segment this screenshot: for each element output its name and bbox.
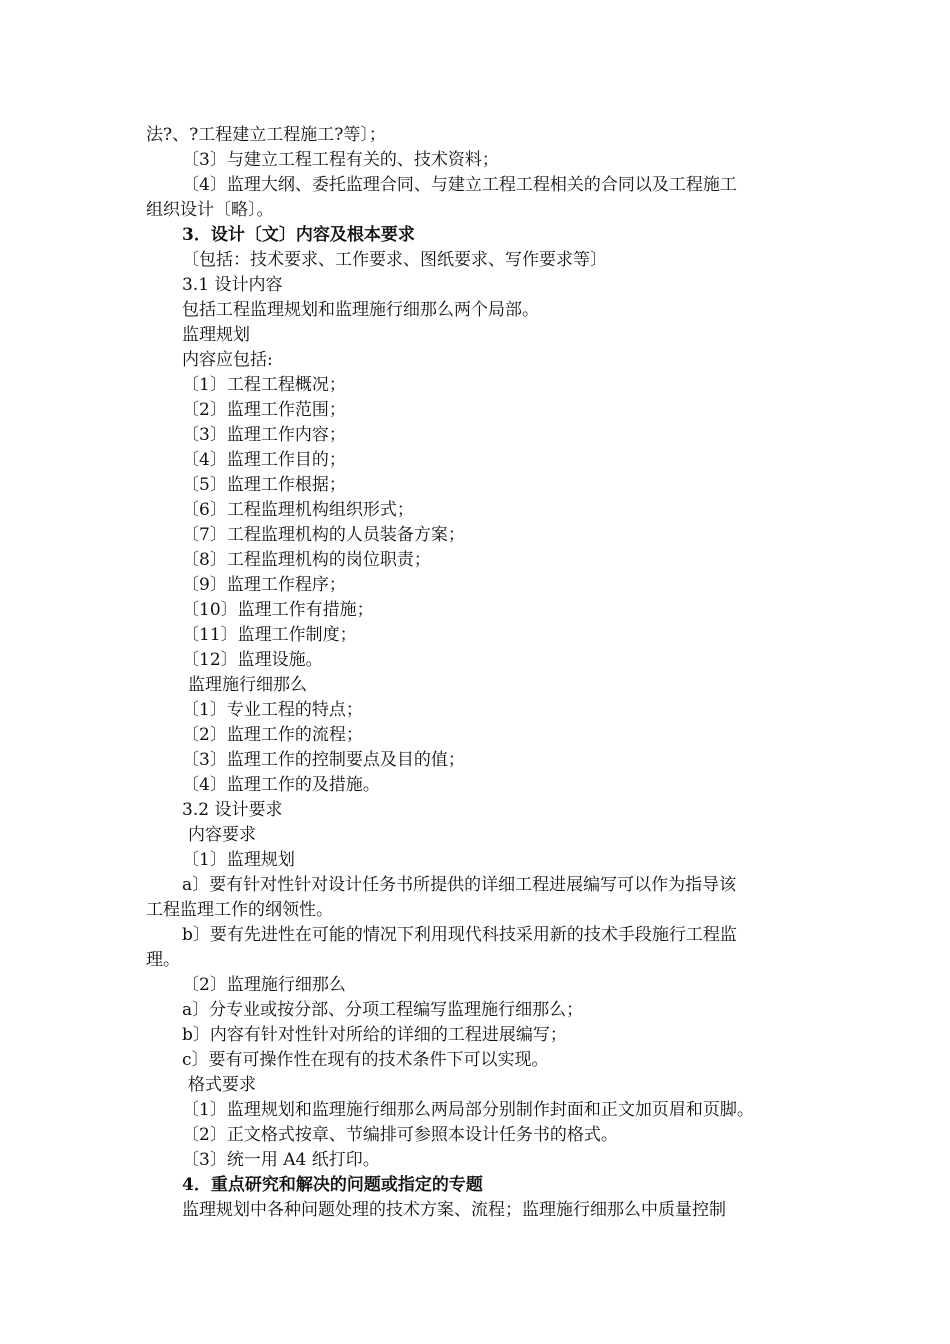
section-3-heading: 3．设计〔文〕内容及根本要求 <box>182 225 415 245</box>
plan-title: 监理规划 <box>182 325 250 345</box>
req-a-line-continuation: 工程监理工作的纲领性。 <box>146 900 333 920</box>
detail-title: 监理施行细那么 <box>188 675 307 695</box>
plan-item: 〔10〕监理工作有措施； <box>182 600 374 620</box>
plan-item: 〔5〕监理工作根据； <box>182 475 346 495</box>
req-plan-label: 〔1〕监理规划 <box>182 850 295 870</box>
req-a-line: a〕要有针对性针对设计任务书所提供的详细工程进展编写可以作为指导该 <box>182 875 737 895</box>
intro-item-4-continuation: 组织设计〔略〕。 <box>146 200 274 220</box>
req-detail-item: c〕要有可操作性在现有的技术条件下可以实现。 <box>182 1050 549 1070</box>
req-detail-label: 〔2〕监理施行细那么 <box>182 975 346 995</box>
section-4-line: 监理规划中各种问题处理的技术方案、流程；监理施行细那么中质量控制 <box>182 1200 726 1220</box>
intro-item-3: 〔3〕与建立工程工程有关的、技术资料； <box>182 150 499 170</box>
plan-item: 〔8〕工程监理机构的岗位职责； <box>182 550 431 570</box>
intro-item-4: 〔4〕监理大纲、委托监理合同、与建立工程工程相关的合同以及工程施工 <box>182 175 737 195</box>
detail-item: 〔1〕专业工程的特点； <box>182 700 363 720</box>
plan-item: 〔12〕监理设施。 <box>182 650 323 670</box>
plan-item: 〔3〕监理工作内容； <box>182 425 346 445</box>
plan-item: 〔6〕工程监理机构组织形式； <box>182 500 414 520</box>
section-4-heading: 4．重点研究和解决的问题或指定的专题 <box>182 1175 483 1195</box>
content-requirements-title: 内容要求 <box>188 825 256 845</box>
section-3-1-title: 3.1 设计内容 <box>182 275 283 295</box>
plan-item: 〔4〕监理工作目的； <box>182 450 346 470</box>
detail-item: 〔2〕监理工作的流程； <box>182 725 363 745</box>
req-b-line: b〕要有先进性在可能的情况下利用现代科技采用新的技术手段施行工程监 <box>182 925 737 945</box>
plan-item: 〔1〕工程工程概况； <box>182 375 346 395</box>
plan-item: 〔9〕监理工作程序； <box>182 575 346 595</box>
plan-item: 〔7〕工程监理机构的人员装备方案； <box>182 525 465 545</box>
req-detail-item: a〕分专业或按分部、分项工程编写监理施行细那么； <box>182 1000 584 1020</box>
req-detail-item: b〕内容有针对性针对所给的详细的工程进展编写； <box>182 1025 567 1045</box>
plan-item: 〔2〕监理工作范围； <box>182 400 346 420</box>
section-3-note: 〔包括：技术要求、工作要求、图纸要求、写作要求等〕 <box>182 250 607 270</box>
format-requirements-title: 格式要求 <box>188 1075 256 1095</box>
plan-item: 〔11〕监理工作制度； <box>182 625 357 645</box>
format-item: 〔2〕正文格式按章、节编排可参照本设计任务书的格式。 <box>182 1125 618 1145</box>
format-item: 〔3〕统一用 A4 纸打印。 <box>182 1150 380 1170</box>
section-3-2-title: 3.2 设计要求 <box>182 800 283 820</box>
section-3-1-desc: 包括工程监理规划和监理施行细那么两个局部。 <box>182 300 539 320</box>
req-b-line-continuation: 理。 <box>146 950 180 970</box>
plan-intro: 内容应包括: <box>182 350 273 370</box>
intro-line-continuation: 法?、?工程建立工程施工?等〕； <box>146 125 386 145</box>
detail-item: 〔3〕监理工作的控制要点及目的值； <box>182 750 465 770</box>
detail-item: 〔4〕监理工作的及措施。 <box>182 775 380 795</box>
format-item: 〔1〕监理规划和监理施行细那么两局部分别制作封面和正文加页眉和页脚。 <box>182 1100 754 1120</box>
